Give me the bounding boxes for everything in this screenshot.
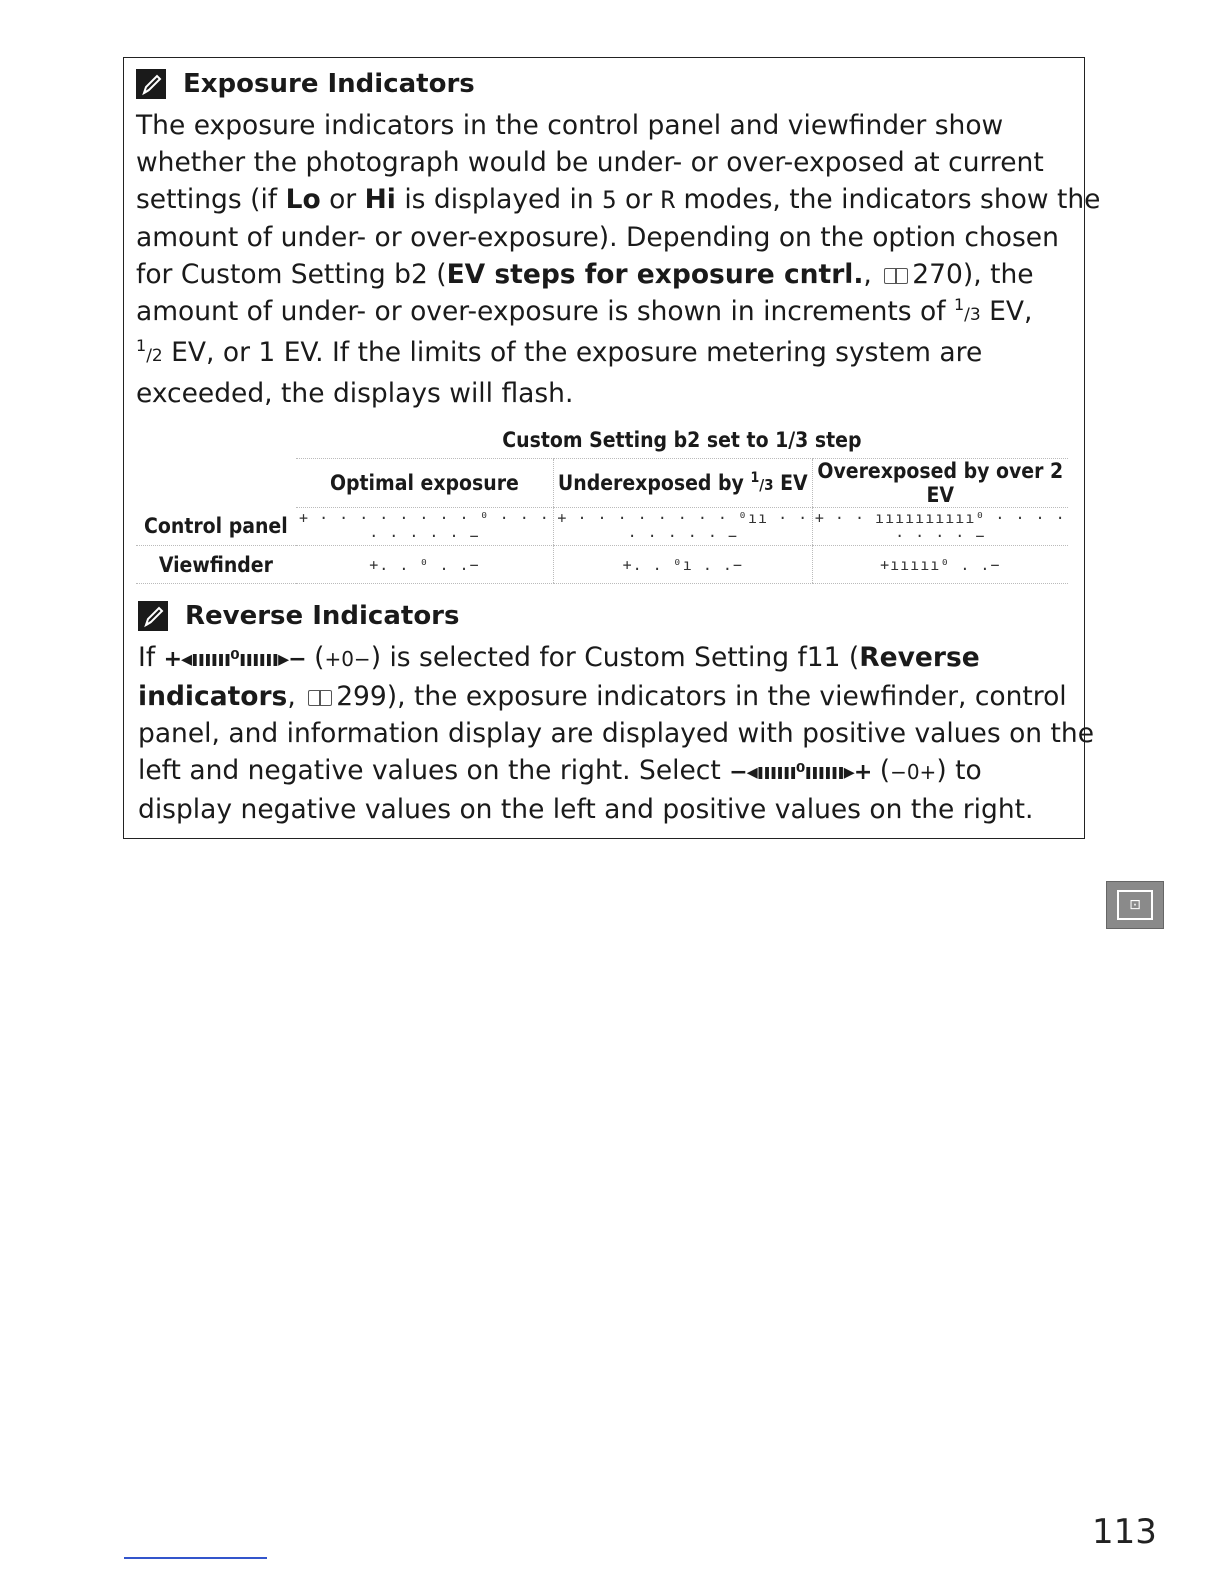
text-run: modes, the indicators show the [675,184,1101,215]
text-line [136,334,1100,375]
text-run: Underexposed by [557,471,751,495]
reverse-indicators-heading [138,601,459,631]
text-line [136,293,1100,334]
fraction-denominator: /3 [964,305,981,325]
negative-left-indicator: −◂ıııııı⁰ıııııı▸+ [729,760,872,785]
page-ref-link[interactable]: 270), the [912,259,1034,290]
exposure-indicator-table [136,421,1068,584]
pencil-note-icon [138,601,168,631]
control-panel-under: + · · · · · · · · ⁰ıı · · · · · · · − [554,508,813,546]
exposure-indicators-title: Exposure Indicators [183,69,475,99]
indicators-label: indicators [138,681,288,712]
row-label-viewfinder: Viewfinder [136,546,296,584]
reverse-label: Reverse [859,642,980,673]
fraction-numerator: 1 [750,470,760,486]
table-row [136,546,1068,584]
lo-label: Lo [285,184,321,215]
text-run: ( [871,755,891,786]
text-run: or [616,184,661,215]
text-run: If [138,642,164,673]
negative-left-code: −0+ [890,760,937,784]
pencil-note-icon [136,69,166,99]
table-caption-row [136,421,1068,459]
text-line: The exposure indicators in the control panel and viewfinder show [136,110,1004,141]
exposure-indicators-heading [136,69,475,99]
fraction-denominator: /2 [146,346,163,366]
text-line [138,752,1094,791]
page-number: 113 [1092,1512,1157,1552]
table-row [136,508,1068,546]
viewfinder-optimal: +. . ⁰ . .− [296,546,554,584]
page-ref-link[interactable]: 299), the exposure indicators in the viewfinder, control [336,681,1067,712]
ev-steps-label: EV steps for exposure cntrl. [446,259,864,290]
metering-icon: ⊡ [1117,890,1153,920]
text-line: amount of under- or over-exposure). Depending on the option chosen [136,222,1059,253]
text-run: , [287,681,296,712]
text-run: is displayed in [395,184,603,215]
text-line [136,256,1100,293]
book-icon [884,268,908,284]
positive-left-indicator: +◂ıııııı⁰ıııııı▸− [163,647,306,672]
control-panel-over: + · · ıııııııııı⁰ · · · · · · · · − [812,508,1068,546]
mode-s-glyph: 5 [602,186,617,214]
text-line [138,678,1094,715]
fraction-numerator: 1 [136,336,147,356]
exposure-paragraph [136,107,1100,412]
fraction-numerator: 1 [953,295,965,315]
control-panel-optimal: + · · · · · · · · ⁰ · · · · · · · · − [296,508,554,546]
text-line [138,639,1094,678]
viewfinder-over: +ııııı⁰ . .− [812,546,1068,584]
viewfinder-under: +. . ⁰ı . .− [554,546,813,584]
text-run: EV [773,471,808,495]
col-under-header [554,459,813,508]
footer-link-line [124,1557,267,1559]
reverse-indicators-title: Reverse Indicators [185,601,460,631]
text-line: exceeded, the displays will flash. [136,378,574,409]
col-optimal-header: Optimal exposure [296,459,554,508]
table-header-row [136,459,1068,508]
text-run: , [863,259,872,290]
fraction-denominator: /3 [759,476,774,494]
mode-a-glyph: R [660,186,676,214]
row-label-control-panel: Control panel [136,508,296,546]
text-line: whether the photograph would be under- or over-exposed at current [136,147,1044,178]
positive-left-code: +0− [324,647,371,671]
table-corner [136,459,296,508]
text-run: EV, [980,296,1033,327]
hi-label: Hi [364,184,396,215]
text-run: amount of under- or over-exposure is shown in increments of [136,296,954,327]
table-corner [136,421,296,459]
text-run: ) is selected for Custom Setting f11 ( [370,642,860,673]
text-run: ( [305,642,325,673]
chapter-tab[interactable] [1106,881,1164,929]
text-line [136,181,1100,219]
reverse-paragraph [138,639,1094,828]
text-line: panel, and information display are displayed with positive values on the [138,718,1095,749]
col-over-header: Overexposed by over 2 EV [812,459,1068,508]
text-run: EV, or 1 EV. If the limits of the exposure metering system are [162,337,983,368]
text-run: left and negative values on the right. Select [138,755,730,786]
table-caption: Custom Setting b2 set to 1/3 step [296,421,1068,459]
text-line: display negative values on the left and positive values on the right. [138,794,1034,825]
text-run: for Custom Setting b2 ( [136,259,447,290]
text-run: settings (if [136,184,286,215]
text-run: ) to [936,755,982,786]
text-run: or [320,184,365,215]
book-icon [308,690,332,706]
